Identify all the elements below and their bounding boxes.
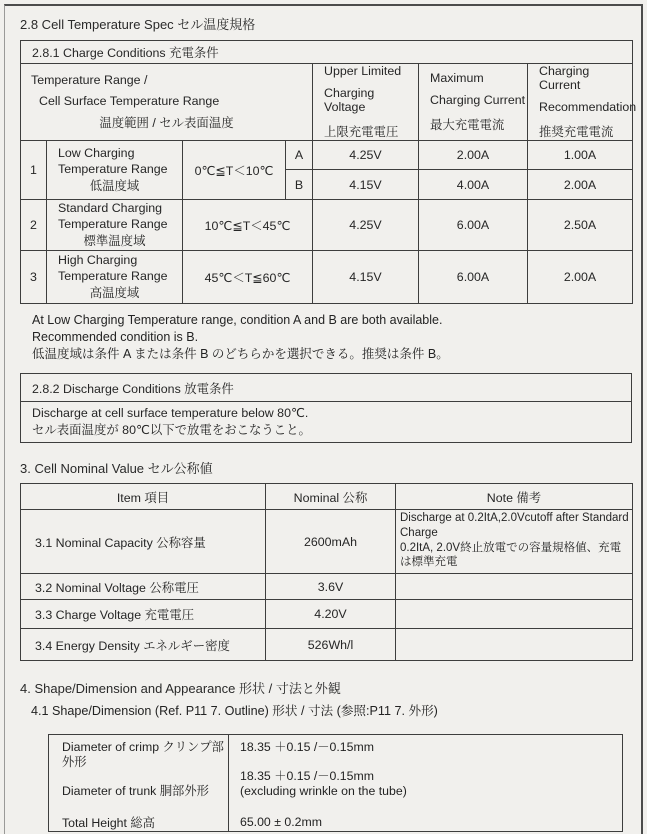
col-header-maximum-current: [419, 64, 528, 141]
shape-section-subtitle: 4.1 Shape/Dimension (Ref. P11 7. Outline) 形状 / 寸法 (参照:P11 7. 外形): [31, 704, 438, 719]
voltage-value-cell: 4.15V: [313, 251, 419, 304]
discharge-subtitle: 2.8.2 Discharge Conditions 放電条件: [21, 374, 632, 402]
range-name-cell: [47, 141, 183, 200]
dimension-value-height: 65.00 ± 0.2mm: [240, 815, 322, 830]
col-header-item: Item 項目: [21, 484, 266, 510]
table-row-high-charge: [21, 251, 633, 304]
dimension-values-column: [229, 735, 622, 831]
discharge-body-cell: [21, 402, 632, 443]
shape-dimension-table: [48, 734, 623, 832]
note-cell: [396, 574, 633, 600]
dimension-value-trunk: 18.35 ＋0.15 /－0.15mm: [240, 769, 374, 784]
condition-label-cell: A: [286, 141, 313, 170]
range-name-cell: [47, 251, 183, 304]
range-name-cell: [47, 200, 183, 251]
voltage-header-line2: Charging Voltage: [324, 86, 375, 114]
col-header-upper-limited-voltage: [313, 64, 419, 141]
item-cell: 3.4 Energy Density エネルギー密度: [21, 629, 266, 661]
range-name-line2: Temperature Range: [58, 268, 168, 283]
recommend-header-line3-jp: 推奨充電電流: [539, 125, 614, 139]
current-header-line1: Maximum: [430, 71, 484, 85]
dimension-labels-column: [49, 735, 229, 831]
temp-range-cell: 45℃＜T≦60℃: [183, 251, 313, 304]
dimension-label-trunk: Diameter of trunk 胴部外形: [62, 784, 209, 799]
range-name-line1: High Charging: [58, 253, 138, 267]
document-content: [20, 14, 637, 832]
temp-range-cell: 10℃≦T＜45℃: [183, 200, 313, 251]
nominal-value-cell: 3.6V: [266, 574, 396, 600]
current-value-cell: 6.00A: [419, 251, 528, 304]
section-2-8-title: 2.8 Cell Temperature Spec セル温度規格: [20, 17, 256, 32]
voltage-header-line1: Upper Limited: [324, 64, 402, 78]
temp-range-cell: 0℃≦T＜10℃: [183, 141, 286, 200]
item-cell: 3.3 Charge Voltage 充電電圧: [21, 600, 266, 629]
range-name-line1: Standard Charging: [58, 201, 163, 215]
note-line-1: At Low Charging Temperature range, condition A and B are both available.: [32, 313, 443, 327]
item-cell: 3.1 Nominal Capacity 公称容量: [21, 510, 266, 574]
recommend-header-line1: Charging Current: [539, 64, 590, 92]
nominal-value-cell: 526Wh/l: [266, 629, 396, 661]
note-text-jp: 0.2ItA, 2.0V終止放電での容量規格値、充電は標準充電: [400, 541, 622, 569]
item-cell: 3.2 Nominal Voltage 公称電圧: [21, 574, 266, 600]
shape-section-title: 4. Shape/Dimension and Appearance 形状 / 寸法と外観: [20, 681, 341, 697]
charge-table-subtitle: 2.8.1 Charge Conditions 充電条件: [21, 41, 633, 64]
table-row-low-charge-a: [21, 141, 633, 170]
charge-table-notes: [32, 312, 632, 362]
col-header-recommended-current: [528, 64, 637, 141]
table-row-energy-density: [21, 629, 633, 661]
note-cell: [396, 629, 633, 661]
discharge-conditions-box: [20, 373, 632, 443]
condition-label-cell: B: [286, 170, 313, 200]
note-cell: [396, 600, 633, 629]
table-row-nominal-voltage: [21, 574, 633, 600]
range-name-line2: Temperature Range: [58, 216, 168, 231]
nominal-value-cell: 2600mAh: [266, 510, 396, 574]
col-header-note: Note 備考: [396, 484, 633, 510]
nominal-value-title: 3. Cell Nominal Value セル公称値: [20, 461, 213, 477]
current-value-cell: 6.00A: [419, 200, 528, 251]
current-header-line2: Charging Current: [430, 93, 526, 107]
recommend-value-cell: 1.00A: [528, 141, 633, 170]
row-number-cell: 3: [21, 251, 47, 304]
range-name-line2: Temperature Range: [58, 161, 168, 176]
temp-header-line3-jp: 温度範囲 / セル表面温度: [99, 116, 234, 130]
table-row-nominal-capacity: [21, 510, 633, 574]
note-cell: [396, 510, 633, 574]
row-number-cell: 1: [21, 141, 47, 200]
current-value-cell: 2.00A: [419, 141, 528, 170]
col-header-temperature-range: [21, 64, 313, 141]
recommend-value-cell: 2.50A: [528, 200, 633, 251]
nominal-value-table: [20, 483, 633, 661]
temp-header-line2: Cell Surface Temperature Range: [39, 94, 220, 108]
note-line-3-jp: 低温度域は条件 A または条件 B のどちらかを選択できる。推奨は条件 B。: [32, 346, 449, 361]
dimension-label-crimp: Diameter of crimp クリンプ部外形: [62, 740, 224, 770]
recommend-value-cell: 2.00A: [528, 251, 633, 304]
range-name-line3-jp: 低温度域: [89, 179, 140, 193]
voltage-header-line3-jp: 上限充電電圧: [324, 125, 399, 139]
table-row-standard-charge: [21, 200, 633, 251]
voltage-value-cell: 4.25V: [313, 200, 419, 251]
range-name-line3-jp: 標準温度域: [83, 234, 146, 248]
voltage-value-cell: 4.15V: [313, 170, 419, 200]
row-number-cell: 2: [21, 200, 47, 251]
range-name-line1: Low Charging: [58, 146, 135, 160]
dimension-value-crimp: 18.35 ＋0.15 /－0.15mm: [240, 740, 374, 755]
temp-header-line1: Temperature Range /: [31, 73, 148, 87]
recommend-header-line2: Recommendation: [539, 100, 637, 114]
note-text-en: Discharge at 0.2ItA,2.0Vcutoff after Standard Charge: [400, 512, 629, 539]
voltage-value-cell: 4.25V: [313, 141, 419, 170]
recommend-value-cell: 2.00A: [528, 170, 633, 200]
current-value-cell: 4.00A: [419, 170, 528, 200]
current-header-line3-jp: 最大充電電流: [430, 118, 505, 132]
table-row-charge-voltage: [21, 600, 633, 629]
discharge-line-1: Discharge at cell surface temperature below 80℃.: [32, 406, 309, 421]
dimension-label-height: Total Height 総高: [62, 816, 155, 831]
col-header-nominal: Nominal 公称: [266, 484, 396, 510]
range-name-line3-jp: 高温度域: [89, 286, 140, 300]
dimension-value-trunk-note: (excluding wrinkle on the tube): [240, 784, 407, 799]
charge-conditions-table: [20, 40, 637, 304]
note-line-2: Recommended condition is B.: [32, 329, 199, 344]
discharge-line-2-jp: セル表面温度が 80℃以下で放電をおこなうこと。: [32, 423, 311, 438]
nominal-value-cell: 4.20V: [266, 600, 396, 629]
